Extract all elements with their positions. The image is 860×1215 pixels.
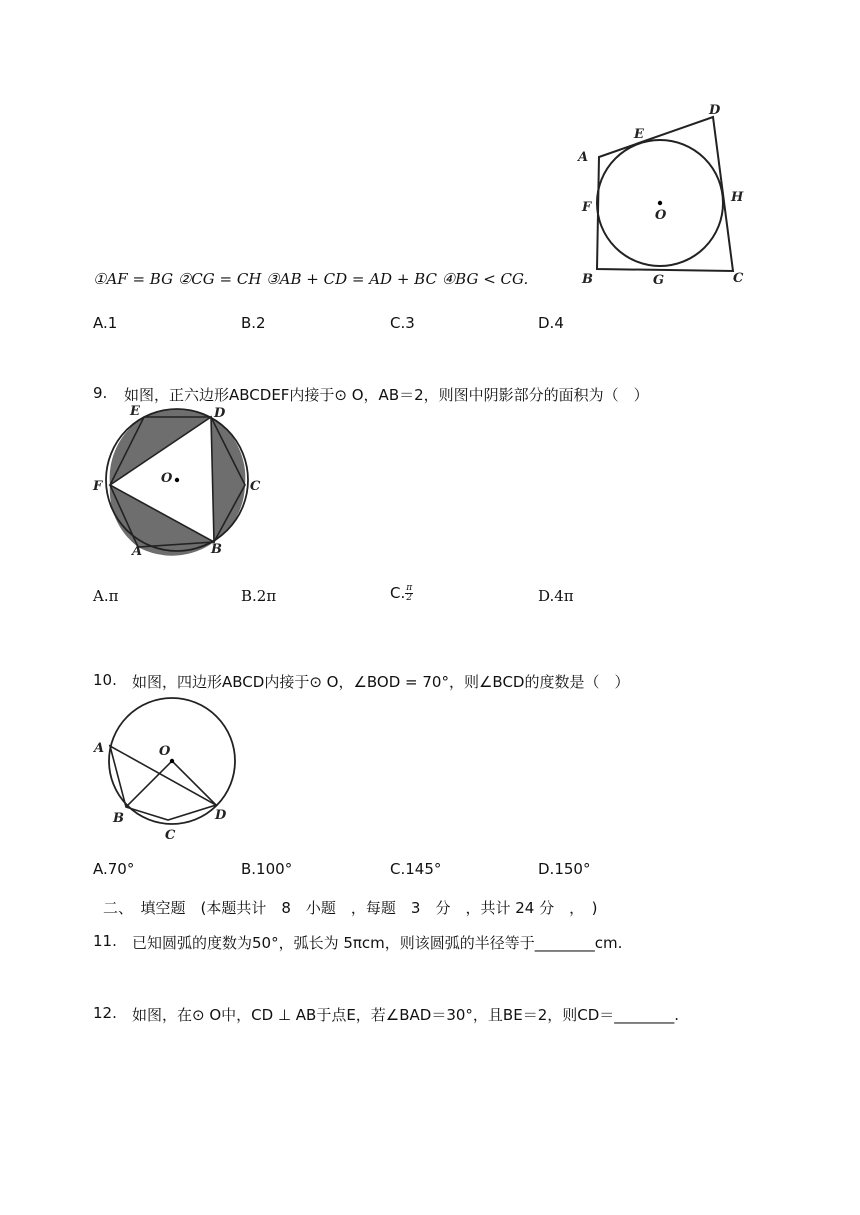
q9-text: 如图，正六边形ABCDEF内接于⊙ O，AB＝2，则图中阴影部分的面积为（ ） [124,386,649,404]
section-heading: 二、 填空题 (本题共计 8 小题 ，每题 3 分 ，共计 24 分 ， ) [103,899,598,917]
q9-label-A: A [132,544,143,559]
q10-option-d: D.150° [538,860,591,878]
q8-option-d: D.4 [538,314,564,332]
q9-label-F: F [93,479,103,494]
q8-option-c: C.3 [390,314,415,332]
q9-option-a: A.π [93,587,119,605]
q9-option-c-fraction: $\frac{\pi}{2}$ [406,583,413,603]
q8-label-G: G [653,273,665,288]
q10-figure [88,695,248,845]
q9-option-c [390,584,413,603]
q9-number: 9. [93,384,108,402]
q8-label-C: C [733,271,744,286]
q8-option-b: B.2 [241,314,266,332]
q8-option-a: A.1 [93,314,118,332]
q9-label-C: C [250,479,261,494]
q11-number: 11. [93,932,117,950]
q8-label-H: H [731,190,744,205]
q10-option-c: C.145° [390,860,442,878]
q11-text: 已知圆弧的度数为50°，弧长为 5πcm，则该圆弧的半径等于________cm. [132,934,623,952]
q10-label-A: A [94,741,105,756]
q9-option-c-prefix: C. [390,584,406,602]
q8-label-B: B [582,272,593,287]
q9-option-d: D.4π [538,587,574,605]
q9-label-O: O [161,471,173,486]
q8-figure [570,95,760,290]
q9-option-b: B.2π [241,587,277,605]
q9-label-E: E [130,404,140,419]
q9-label-D: D [214,406,226,421]
q8-label-O: O [655,208,667,223]
q9-figure [88,400,268,560]
q8-label-F: F [582,200,592,215]
q8-label-D: D [709,103,721,118]
q8-label-A: A [578,150,589,165]
q8-statements: ①AF = BG ②CG = CH ③AB + CD = AD + BC ④BG < CG. [93,270,529,288]
q12-text: 如图，在⊙ O中，CD ⊥ AB于点E，若∠BAD＝30°，且BE＝2，则CD＝________. [132,1006,680,1024]
q10-label-C: C [165,828,176,843]
q10-label-B: B [113,811,124,826]
q10-label-O: O [159,744,171,759]
q10-option-b: B.100° [241,860,293,878]
q10-option-a: A.70° [93,860,135,878]
q12-number: 12. [93,1004,117,1022]
q10-number: 10. [93,671,117,689]
q10-text: 如图，四边形ABCD内接于⊙ O，∠BOD = 70°，则∠BCD的度数是（ ） [132,673,630,691]
q10-label-D: D [215,808,227,823]
q8-label-E: E [634,127,644,142]
q9-label-B: B [211,542,222,557]
